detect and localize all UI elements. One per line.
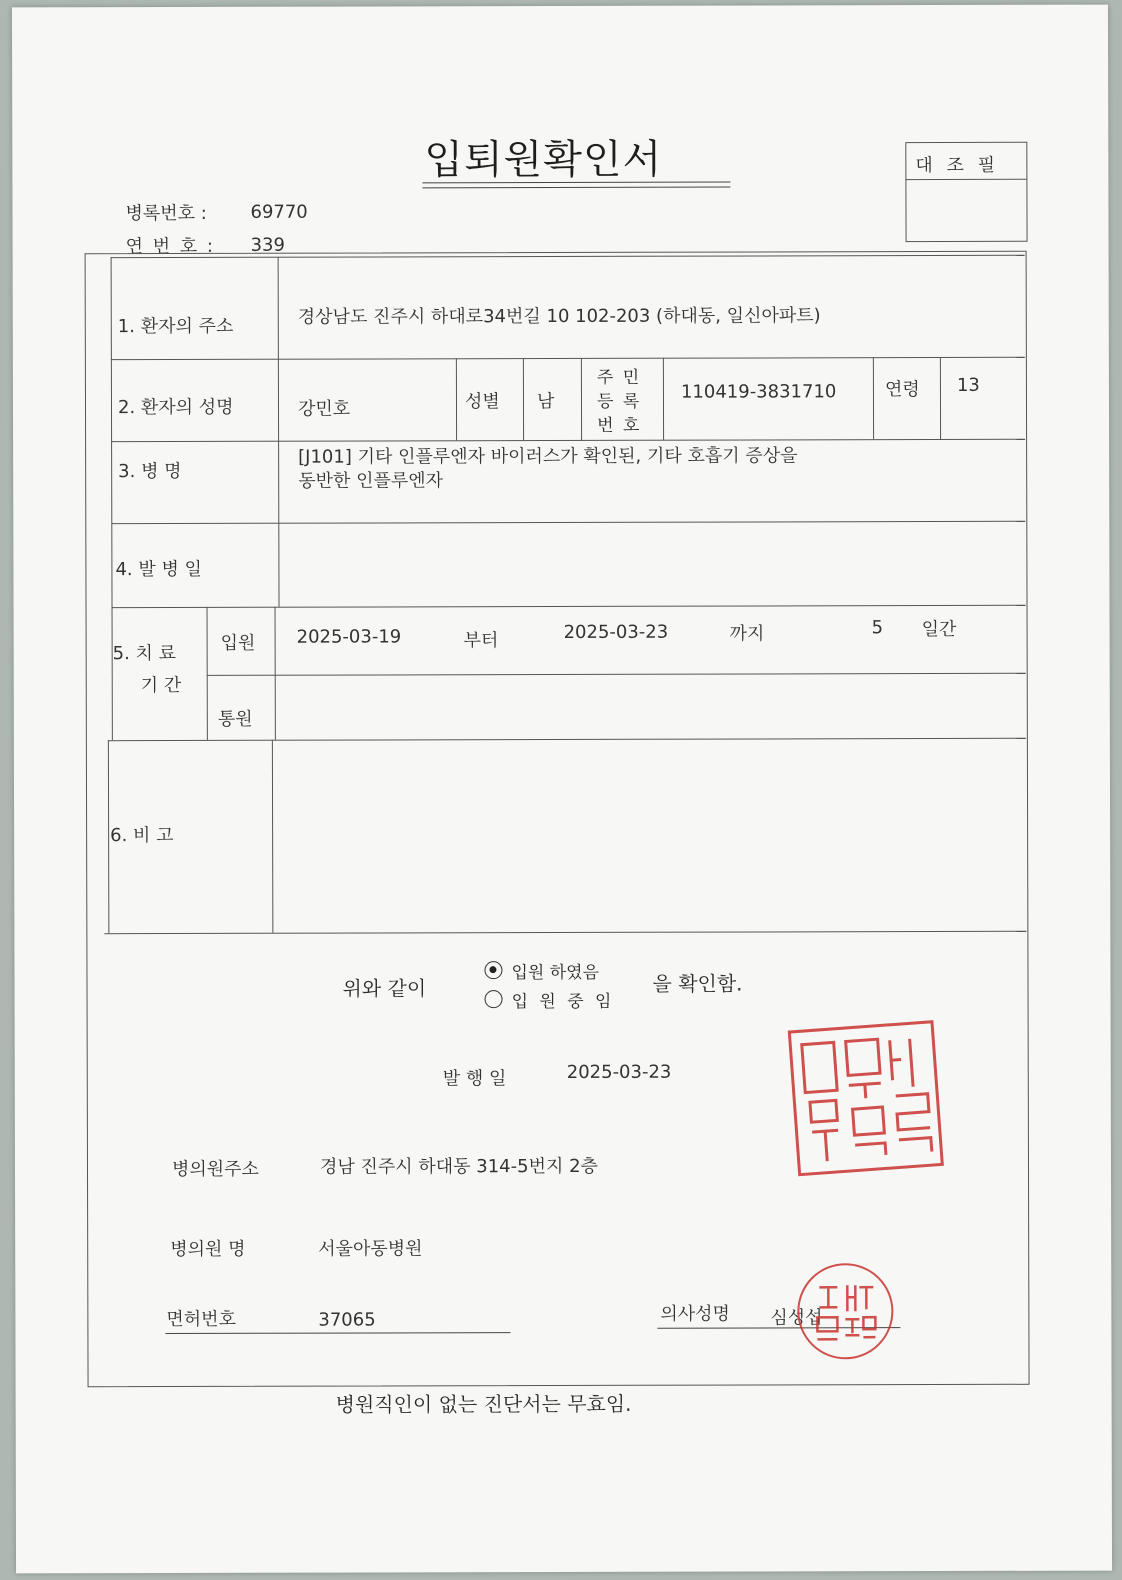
name-label: 2. 환자의 성명	[117, 396, 234, 419]
rrn-label-line1: 주 민	[596, 367, 642, 388]
treatment-label: 기 간	[140, 674, 182, 697]
to-label: 까지	[729, 623, 765, 645]
cell-line	[873, 357, 874, 439]
footer-note: 병원직인이 없는 진단서는 무효임.	[335, 1391, 632, 1417]
rrn-label-line3: 번 호	[597, 415, 642, 436]
patient-age: 13	[956, 374, 980, 396]
document-title: 입퇴원확인서	[424, 136, 663, 184]
clinic-address-label: 병의원주소	[171, 1158, 259, 1181]
clinic-name: 서울아동병원	[318, 1238, 423, 1260]
cell-line	[940, 357, 941, 439]
record-no: 69770	[250, 201, 308, 223]
inpatient-radio[interactable]	[484, 961, 502, 979]
cell-line	[456, 358, 457, 440]
patient-sex: 남	[536, 391, 555, 413]
treatment-label: 5. 치 료	[112, 643, 177, 665]
inpatient-days: 5	[871, 617, 884, 639]
patient-rrn: 110419-3831710	[680, 381, 837, 403]
from-label: 부터	[463, 630, 499, 652]
remarks-label: 6. 비 고	[110, 825, 174, 847]
hospital-seal-glyphs	[791, 1023, 941, 1173]
doctor-label: 의사성명	[660, 1303, 730, 1325]
serial-no-label: 연 번 호 :	[125, 235, 216, 258]
hospital-seal	[788, 1020, 944, 1176]
document-paper	[12, 5, 1112, 1574]
onset-label: 4. 발 병 일	[115, 558, 202, 581]
inpatient-from-date: 2025-03-19	[296, 626, 402, 648]
doctor-seal-glyphs	[799, 1265, 891, 1357]
rrn-label-line2: 등 록	[596, 391, 642, 412]
inpatient-label: 입원	[220, 632, 256, 654]
address-label: 1. 환자의 주소	[117, 315, 234, 338]
disease-line2: 동반한 인플루엔자	[298, 470, 444, 492]
clinic-address: 경남 진주시 하대동 314-5번지 2층	[319, 1155, 598, 1178]
patient-address: 경상남도 진주시 하대로34번길 10 102-203 (하대동, 일신아파트)	[297, 305, 821, 328]
sex-label: 성별	[464, 391, 500, 413]
issue-date-label: 발 행 일	[442, 1068, 507, 1090]
confirm-prefix: 위와 같이	[342, 976, 427, 1001]
currently-admitted-radio[interactable]	[485, 990, 503, 1008]
confirm-suffix: 을 확인함.	[652, 971, 743, 996]
cell-line	[663, 358, 664, 440]
disease-line1: [J101] 기타 인플루엔자 바이러스가 확인된, 기타 호흡기 증상을	[298, 445, 798, 468]
review-box-label: 대 조 필	[915, 154, 1000, 177]
title-underline	[422, 187, 730, 189]
record-no-label: 병록번호 :	[125, 202, 207, 225]
confirm-option2: 입 원 중 임	[511, 991, 615, 1013]
cell-line	[523, 358, 524, 440]
outpatient-label: 통원	[217, 708, 253, 730]
doctor-name: 심성섭	[770, 1307, 823, 1329]
doctor-seal	[797, 1263, 893, 1359]
age-label: 연령	[884, 379, 920, 401]
license-number: 37065	[318, 1309, 376, 1331]
days-label: 일간	[921, 618, 957, 641]
inpatient-to-date: 2025-03-23	[563, 621, 669, 643]
issue-date: 2025-03-23	[566, 1061, 672, 1083]
clinic-name-label: 병의원 명	[170, 1238, 246, 1261]
form-border	[85, 251, 1030, 1387]
serial-no: 339	[250, 234, 285, 256]
confirm-option1: 입원 하였음	[511, 962, 600, 984]
patient-name: 강민호	[297, 398, 351, 420]
license-label: 면허번호	[166, 1308, 236, 1331]
disease-label: 3. 병 명	[118, 460, 182, 483]
cell-line	[581, 358, 582, 440]
